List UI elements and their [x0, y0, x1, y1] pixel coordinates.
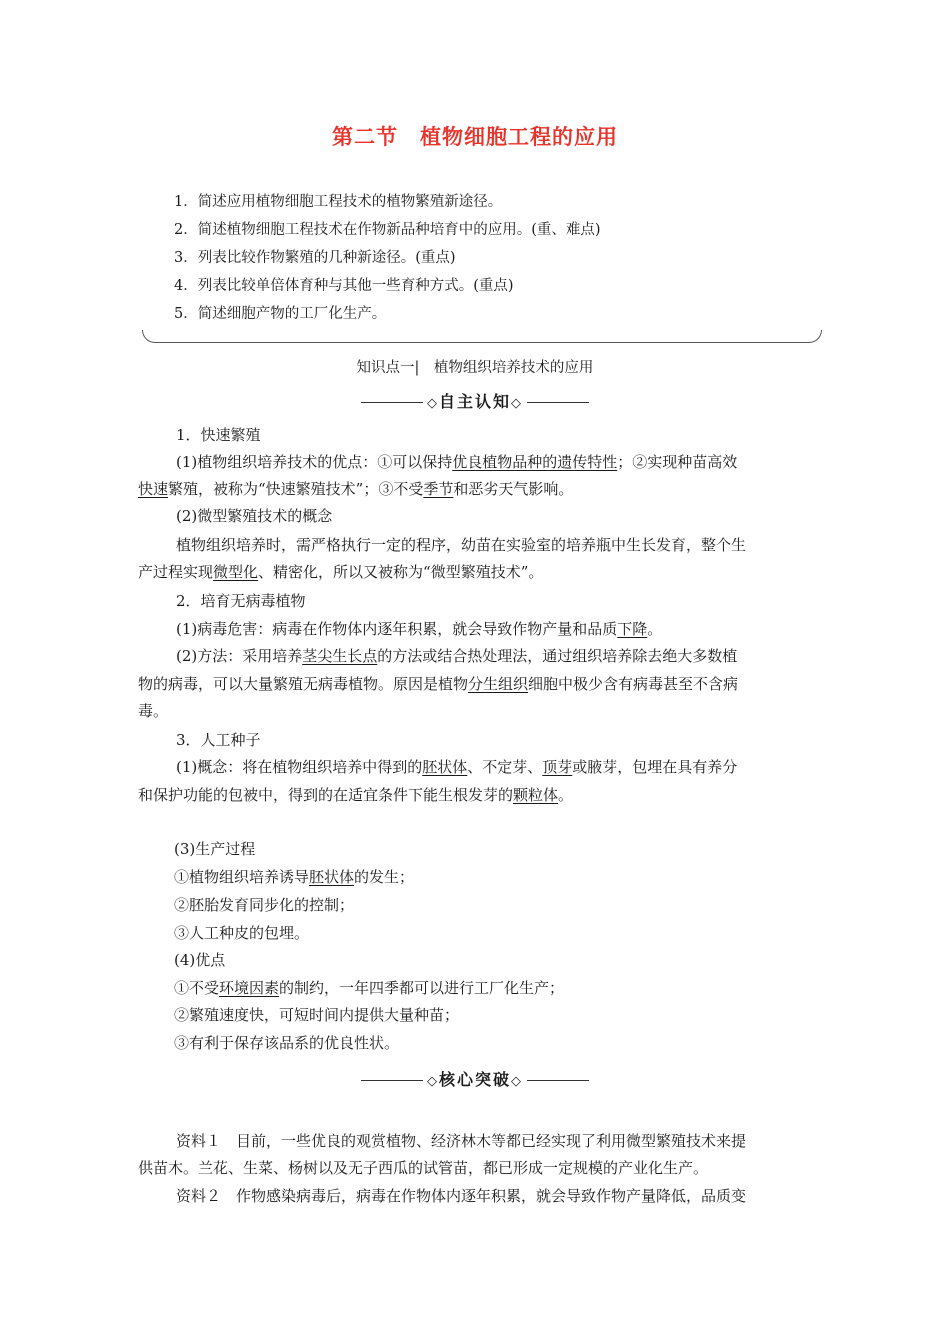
underlined-term: 分生组织 — [468, 675, 529, 693]
objectives-bracket — [142, 330, 822, 343]
paragraph — [138, 561, 543, 582]
paragraph — [138, 784, 573, 805]
paragraph — [176, 645, 737, 666]
text: ①不受 — [174, 979, 220, 997]
text: 、不定芽、 — [467, 758, 543, 776]
list-item: ②繁殖速度快，可短时间内提供大量种苗； — [174, 1006, 460, 1024]
list-item: ②胚胎发育同步化的控制； — [174, 896, 355, 914]
text: (2)方法：采用培养 — [176, 647, 303, 665]
text: 。 — [647, 620, 663, 638]
underlined-term: 季节 — [423, 480, 454, 498]
text: 和保护功能的包被中，得到的在适宜条件下能生根发芽的 — [138, 786, 514, 804]
text: 的方法或结合热处理法，通过组织培养除去绝大多数植 — [377, 647, 738, 665]
text: 产过程实现 — [138, 563, 214, 581]
text: (1)植物组织培养技术的优点：①可以保持 — [176, 453, 453, 471]
objective-item: 4．列表比较单倍体育种与其他一些育种方式。(重点) — [174, 278, 514, 294]
heading-2: 2．培育无病毒植物 — [176, 592, 306, 610]
list-item — [174, 977, 564, 998]
text: 、精密化，所以又被称为“微型繁殖技术”。 — [258, 563, 544, 581]
divider-line — [361, 402, 423, 403]
diamond-icon: ◇ — [511, 1074, 523, 1089]
diamond-icon: ◇ — [511, 396, 523, 411]
text: 物的病毒，可以大量繁殖无病毒植物。原因是植物 — [138, 675, 469, 693]
diamond-icon: ◇ — [426, 396, 439, 411]
paragraph — [176, 451, 737, 472]
section-title: 自主认知 — [438, 392, 511, 411]
text: 的制约，一年四季都可以进行工厂化生产； — [279, 979, 565, 997]
objective-item: 1．简述应用植物细胞工程技术的植物繁殖新途径。 — [174, 194, 503, 210]
text: 。 — [558, 786, 574, 804]
divider-line — [527, 402, 589, 403]
text: (1)概念：将在植物组织培养中得到的 — [176, 758, 423, 776]
paragraph: 毒。 — [138, 702, 169, 720]
text: 和恶劣天气影响。 — [453, 480, 574, 498]
paragraph: 供苗木。兰花、生菜、杨树以及无子西瓜的试管苗，都已形成一定规模的产业化生产。 — [138, 1159, 709, 1177]
divider-line — [361, 1080, 423, 1081]
text: 或腋芽，包埋在具有养分 — [572, 758, 738, 776]
underlined-term: 顶芽 — [542, 758, 573, 776]
paragraph — [176, 618, 662, 639]
paragraph: 植物组织培养时，需严格执行一定的程序，幼苗在实验室的培养瓶中生长发育，整个生 — [176, 536, 747, 554]
text: 的发生； — [354, 868, 415, 886]
list-item — [174, 866, 414, 887]
section-header-core — [0, 1067, 950, 1090]
list-item: ③人工种皮的包埋。 — [174, 924, 310, 942]
underlined-term: 环境因素 — [219, 979, 280, 997]
heading-3: 3．人工种子 — [176, 731, 261, 749]
paragraph: 资料２ 作物感染病毒后，病毒在作物体内逐年积累，就会导致作物产量降低，品质变 — [176, 1187, 747, 1205]
paragraph — [176, 756, 737, 777]
objective-item: 2．简述植物细胞工程技术在作物新品种培育中的应用。(重、难点) — [174, 222, 601, 238]
text: ；②实现种苗高效 — [617, 453, 738, 471]
heading-1: 1．快速繁殖 — [176, 426, 261, 444]
text: ①植物组织培养诱导 — [174, 868, 310, 886]
divider-line — [527, 1080, 589, 1081]
underlined-term: 优良植物品种的遗传特性 — [452, 453, 618, 471]
text: 细胞中极少含有病毒甚至不含病 — [528, 675, 739, 693]
subheading: (2)微型繁殖技术的概念 — [176, 507, 333, 525]
subheading: (4)优点 — [174, 951, 226, 969]
underlined-term: 胚状体 — [309, 868, 355, 886]
paragraph — [138, 478, 573, 499]
subheading: (3)生产过程 — [174, 840, 256, 858]
objective-item: 3．列表比较作物繁殖的几种新途径。(重点) — [174, 250, 456, 266]
section-header-self-study — [0, 389, 950, 412]
list-item: ③有利于保存该品系的优良性状。 — [174, 1034, 400, 1052]
underlined-term: 下降 — [617, 620, 648, 638]
text: 繁殖，被称为“快速繁殖技术”；③不受 — [168, 480, 424, 498]
paragraph — [138, 673, 738, 694]
underlined-term: 微型化 — [213, 563, 259, 581]
underlined-term: 胚状体 — [422, 758, 468, 776]
diamond-icon: ◇ — [426, 1074, 439, 1089]
text: (1)病毒危害：病毒在作物体内逐年积累，就会导致作物产量和品质 — [176, 620, 618, 638]
section-title: 核心突破 — [438, 1070, 511, 1089]
knowledge-point-heading: 知识点一| 植物组织培养技术的应用 — [356, 360, 594, 376]
underlined-term: 颗粒体 — [513, 786, 559, 804]
paragraph: 资料１ 目前，一些优良的观赏植物、经济林木等都已经实现了利用微型繁殖技术来提 — [176, 1132, 747, 1150]
objective-item: 5．简述细胞产物的工厂化生产。 — [174, 306, 387, 322]
underlined-term: 快速 — [138, 480, 169, 498]
underlined-term: 茎尖生长点 — [302, 647, 378, 665]
page-title: 第二节 植物细胞工程的应用 — [332, 124, 618, 149]
